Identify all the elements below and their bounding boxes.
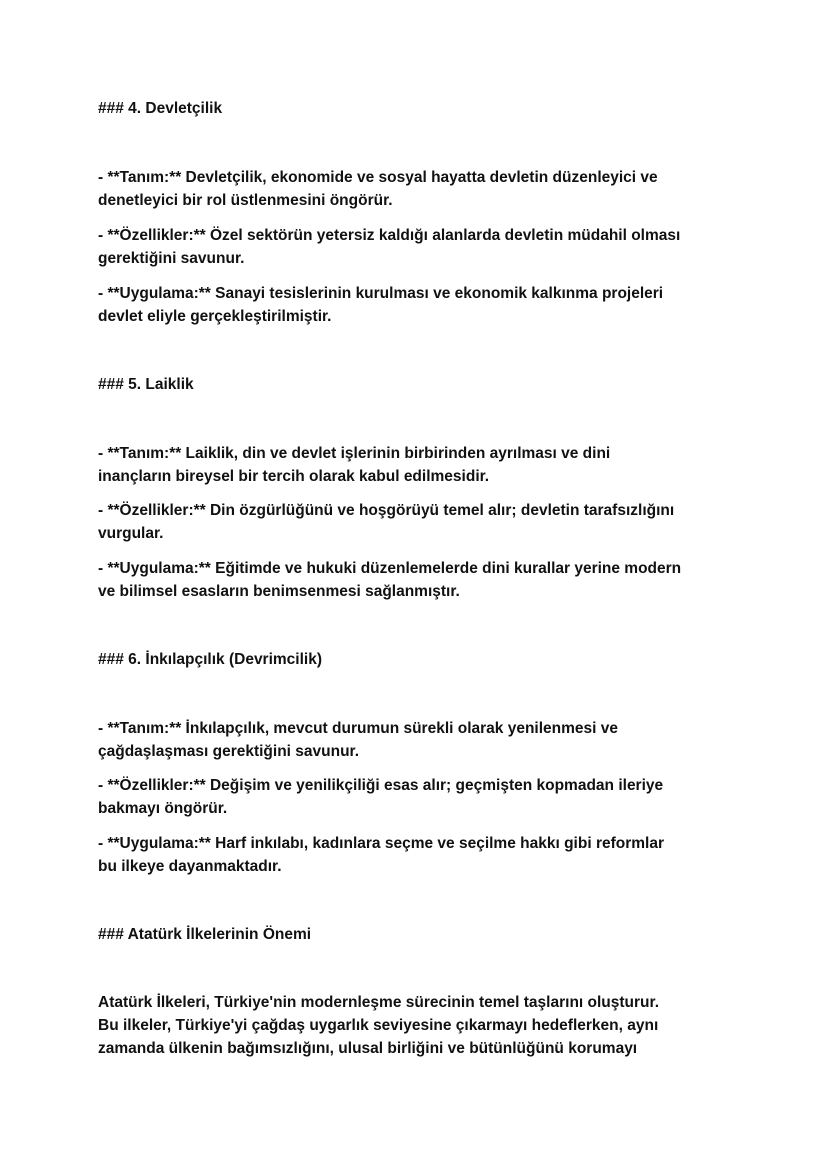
list-item-line: - **Özellikler:** Özel sektörün yetersiz kaldığı alanlarda devletin müdahil olması bbox=[98, 227, 681, 244]
list-item-line: - **Özellikler:** Değişim ve yenilikçiliği esas alır; geçmişten kopmadan ileriye bbox=[98, 777, 664, 794]
list-item-line: ve bilimsel esasların benimsenmesi sağlanmıştır. bbox=[98, 583, 460, 600]
paragraph-line: Atatürk İlkeleri, Türkiye'nin modernleşme sürecinin temel taşlarını oluşturur. bbox=[98, 994, 659, 1011]
section-heading: ### 6. İnkılapçılık (Devrimcilik) bbox=[98, 651, 323, 668]
list-item-line: denetleyici bir rol üstlenmesini öngörür. bbox=[98, 192, 393, 209]
list-item-line: bakmayı öngörür. bbox=[98, 800, 228, 817]
list-item-line: devlet eliyle gerçekleştirilmiştir. bbox=[98, 308, 332, 325]
list-item-line: gerektiğini savunur. bbox=[98, 250, 245, 267]
section-heading: ### 4. Devletçilik bbox=[98, 100, 223, 117]
paragraph-line: Bu ilkeler, Türkiye'yi çağdaş uygarlık seviyesine çıkarmayı hedeflerken, aynı bbox=[98, 1017, 659, 1034]
section-heading: ### 5. Laiklik bbox=[98, 376, 194, 393]
list-item-line: - **Uygulama:** Harf inkılabı, kadınlara seçme ve seçilme hakkı gibi reformlar bbox=[98, 835, 664, 852]
list-item-line: - **Uygulama:** Eğitimde ve hukuki düzenlemelerde dini kurallar yerine modern bbox=[98, 560, 682, 577]
list-item-line: - **Özellikler:** Din özgürlüğünü ve hoşgörüyü temel alır; devletin tarafsızlığını bbox=[98, 502, 675, 519]
list-item-line: bu ilkeye dayanmaktadır. bbox=[98, 858, 282, 875]
list-item-line: - **Tanım:** Laiklik, din ve devlet işlerinin birbirinden ayrılması ve dini bbox=[98, 445, 611, 462]
list-item-line: çağdaşlaşması gerektiğini savunur. bbox=[98, 743, 360, 760]
list-item-line: vurgular. bbox=[98, 525, 164, 542]
section-heading: ### Atatürk İlkelerinin Önemi bbox=[98, 926, 312, 943]
paragraph-line: zamanda ülkenin bağımsızlığını, ulusal birliğini ve bütünlüğünü korumayı bbox=[98, 1040, 638, 1057]
list-item-line: - **Tanım:** İnkılapçılık, mevcut durumun sürekli olarak yenilenmesi ve bbox=[98, 720, 619, 737]
list-item-line: - **Uygulama:** Sanayi tesislerinin kurulması ve ekonomik kalkınma projeleri bbox=[98, 285, 664, 302]
list-item-line: - **Tanım:** Devletçilik, ekonomide ve sosyal hayatta devletin düzenleyici ve bbox=[98, 169, 658, 186]
list-item-line: inançların bireysel bir tercih olarak kabul edilmesidir. bbox=[98, 468, 490, 485]
